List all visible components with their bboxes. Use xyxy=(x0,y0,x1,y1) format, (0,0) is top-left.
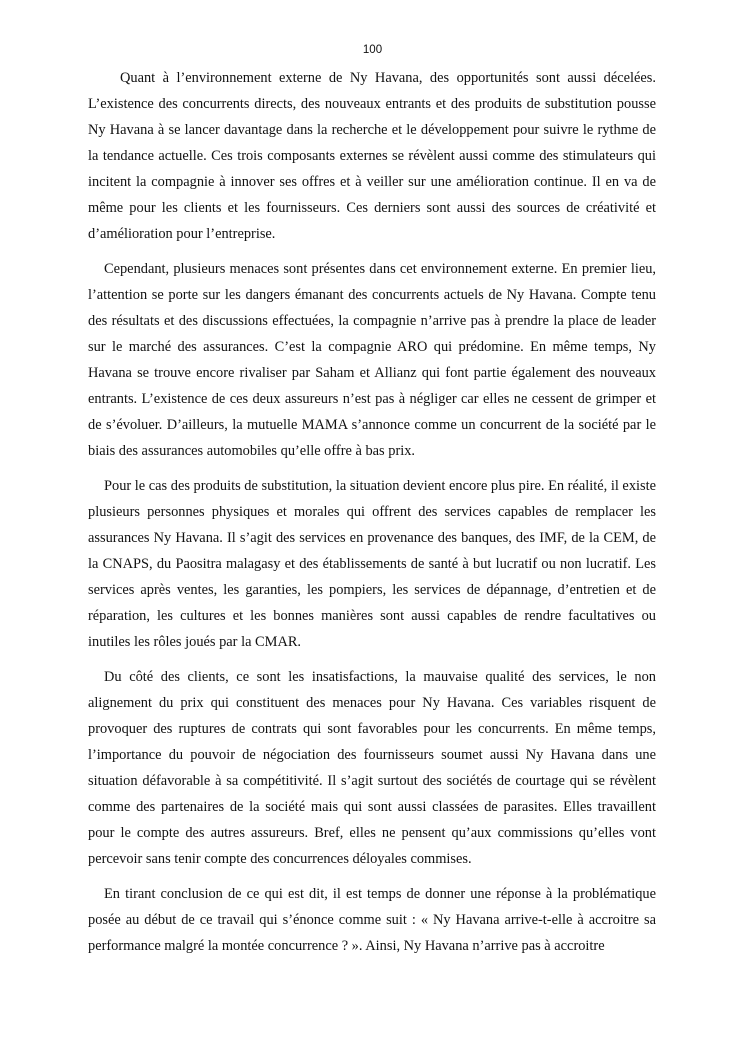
paragraph-threats-competitors: Cependant, plusieurs menaces sont présentes dans cet environnement externe. En premier lieu, l’attention se porte sur les dangers émanant des concurrents actuels de Ny Havana. Compte tenu des résultats et des discussions effectuées, la compagnie n’arrive pas à prendre la place de leader sur le marché des assurances. C’est la compagnie ARO qui prédomine. En même temps, Ny Havana se trouve encore rivaliser par Saham et Allianz qui font partie également des nouveaux entrants. L’existence de ces deux assureurs n’est pas à négliger car elles ne cessent de grimper et de s’évoluer. D’ailleurs, la mutuelle MAMA s’annonce comme un concurrent de la société par le biais des assurances automobiles qu’elle offre à bas prix. xyxy=(88,261,656,459)
paragraph-clients-suppliers: Du côté des clients, ce sont les insatisfactions, la mauvaise qualité des services, le non alignement du prix qui constituent des menaces pour Ny Havana. Ces variables risquent de provoquer des ruptures de contrats qui sont favorables pour les concurrents. En même temps, l’importance du pouvoir de négociation des fournisseurs soumet aussi Ny Havana dans une situation défavorable à sa compétitivité. Il s’agit surtout des sociétés de courtage qui se révèlent comme des partenaires de la société mais qui sont aussi classées de parasites. Elles travaillent pour le compte des autres assureurs. Bref, elles ne pensent qu’aux commissions qu’elles vont percevoir sans tenir compte des concurrences déloyales commises. xyxy=(88,669,656,867)
paragraph-substitute-products: Pour le cas des produits de substitution, la situation devient encore plus pire. En réalité, il existe plusieurs personnes physiques et morales qui offrent des services capables de remplacer les assurances Ny Havana. Il s’agit des services en provenance des banques, des IMF, de la CEM, de la CNAPS, du Paositra malagasy et des établissements de santé à but lucratif ou non lucratif. Les services après ventes, les garanties, les pompiers, les services de dépannage, d’entretien et de réparation, les cultures et les bonnes manières sont aussi capables de rendre facultatives ou inutiles les rôles joués par la CMAR. xyxy=(88,478,656,650)
body-text xyxy=(88,65,656,968)
page-number: 100 xyxy=(362,44,383,56)
paragraph-external-opportunities: Quant à l’environnement externe de Ny Havana, des opportunités sont aussi décelées. L’existence des concurrents directs, des nouveaux entrants et des produits de substitution pousse Ny Havana à se lancer davantage dans la recherche et le développement pour suivre le rythme de la tendance actuelle. Ces trois composants externes se révèlent aussi comme des stimulateurs qui incitent la compagnie à innover ses offres et à veiller sur une amélioration continue. Il en va de même pour les clients et les fournisseurs. Ces derniers sont aussi des sources de créativité et d’amélioration pour l’entreprise. xyxy=(88,70,656,242)
paragraph-conclusion: En tirant conclusion de ce qui est dit, il est temps de donner une réponse à la problématique posée au début de ce travail qui s’énonce comme suit : « Ny Havana arrive-t-elle à accroitre sa performance malgré la montée concurrence ? ». Ainsi, Ny Havana n’arrive pas à accroitre xyxy=(88,886,656,954)
